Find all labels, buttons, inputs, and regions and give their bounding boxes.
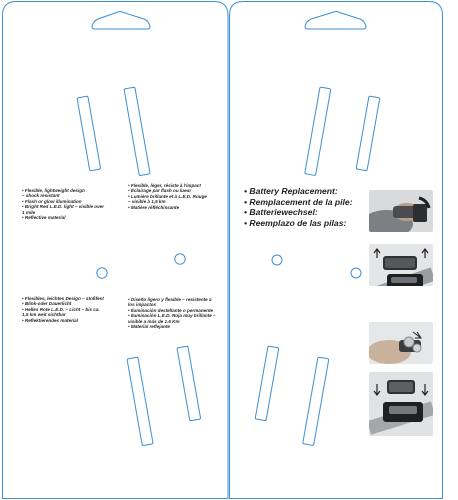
step-photo-open-clip: [369, 190, 433, 232]
features-french-line: – visible à 1,5 km: [128, 199, 166, 205]
features-german-line: • Reflektierendes material: [22, 317, 78, 323]
features-english-line: • Reflective material: [22, 215, 66, 221]
battery-replacement-heading-line: • Reemplazo de las pilas:: [244, 217, 347, 228]
right-slot-bottom-1: [255, 346, 279, 421]
right-pin-hole-1: [272, 255, 282, 265]
features-french-line: • Matière réfléchissante: [128, 204, 180, 210]
features-english-line: – shock resistant: [22, 193, 60, 199]
step-photo-reassemble-lens: [369, 372, 433, 436]
battery-replacement-heading-line: • Battery Replacement:: [244, 186, 338, 196]
features-english-line: 1 mile: [22, 209, 36, 215]
features-english-line: • Flash or glow illumination: [22, 198, 82, 204]
right-slot-bottom-2: [303, 357, 329, 446]
left-card-outline: [3, 2, 229, 499]
left-slot-bottom-2: [177, 346, 201, 421]
features-german: [22, 296, 104, 323]
features-spanish-line: los impactos: [128, 302, 157, 308]
features-german-line: 1,5 km weit sichtbar: [22, 312, 66, 318]
features-french-line: • Éclairage par flash ou lueur: [128, 188, 192, 194]
features-spanish-line: • Iluminación L.E.D. Roja muy brillante –: [128, 313, 216, 319]
battery-replacement-heading-line: • Batteriewechsel:: [244, 207, 318, 218]
step-photo-separate-lens: [369, 244, 433, 286]
right-slot-top-1: [305, 87, 331, 176]
features-spanish-line: • Diseño ligero y flexible – resistente a: [128, 297, 212, 302]
left-slot-bottom-1: [127, 357, 153, 446]
features-spanish-line: visible a más de 1.6 Km: [128, 318, 180, 324]
features-german-line: • Blink-oder Dauerlicht: [22, 301, 72, 307]
right-hang-hole: [305, 12, 366, 30]
left-slot-top-2: [124, 87, 150, 176]
features-french-line: • Flexible, léger, résiste à l'impact: [128, 183, 201, 188]
features-german-line: • Helles Rote L.E.D. – Licht – bis ca.: [22, 306, 100, 312]
features-spanish-line: • Iluminación destellante o permanente: [128, 307, 214, 313]
right-pin-hole-2: [351, 268, 361, 278]
features-french-line: • Lumière brillante et à L.E.D. Rouge: [128, 193, 207, 199]
left-pin-hole-1: [97, 268, 107, 278]
features-spanish: [128, 297, 216, 329]
left-pin-hole-2: [175, 254, 185, 264]
left-slot-top-1: [77, 96, 101, 171]
features-spanish-line: • Material reflejante: [128, 324, 170, 330]
features-english: [22, 188, 104, 220]
left-hang-hole: [92, 12, 150, 30]
features-german-line: • Flexibles, leichtes Design – stoßfest: [22, 296, 104, 301]
step-photo-insert-batteries: [369, 322, 433, 364]
features-english-line: • Flexible, lightweight design: [22, 188, 85, 193]
right-slot-top-2: [356, 96, 380, 171]
features-english-line: • Bright Red L.E.D. light – visible over: [22, 204, 105, 210]
features-french: [128, 183, 207, 210]
battery-replacement-heading: [244, 186, 353, 228]
battery-replacement-heading-line: • Remplacement de la pile:: [244, 196, 353, 207]
